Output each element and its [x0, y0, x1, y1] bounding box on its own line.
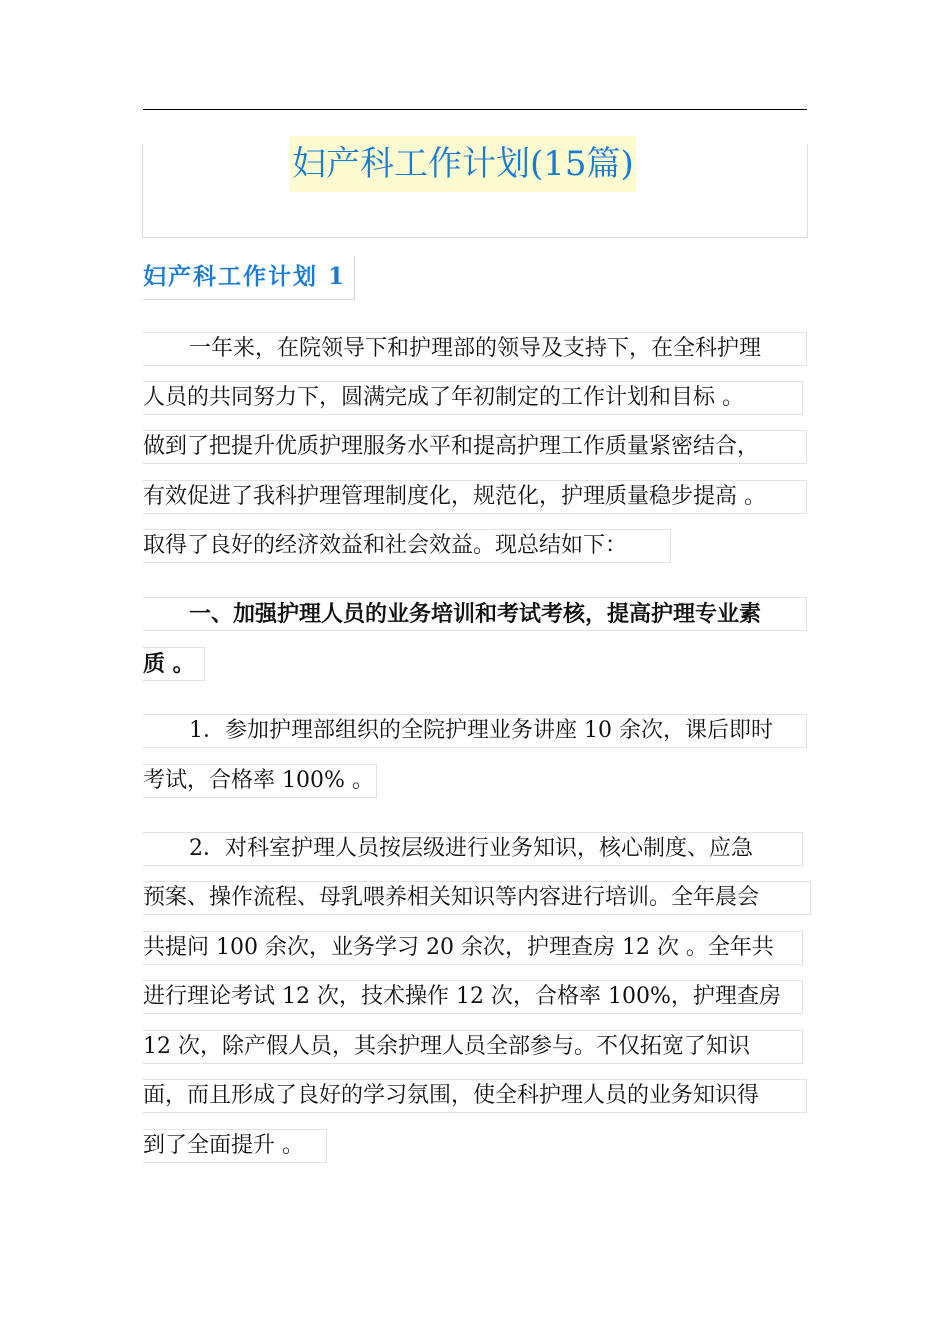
paragraph-line: 取得了良好的经济效益和社会效益。现总结如下：: [143, 529, 671, 563]
subsection-heading-line: 一、加强护理人员的业务培训和考试考核，提高护理专业素: [143, 597, 807, 631]
paragraph-line: 2．对科室护理人员按层级进行业务知识，核心制度、应急: [143, 832, 803, 866]
paragraph-line: 做到了把提升优质护理服务水平和提高护理工作质量紧密结合，: [143, 430, 807, 464]
paragraph-line: 进行理论考试 12 次，技术操作 12 次，合格率 100%，护理查房: [143, 980, 803, 1014]
paragraph-line: 有效促进了我科护理管理制度化，规范化，护理质量稳步提高 。: [143, 480, 807, 514]
paragraph-line: 到了全面提升 。: [143, 1129, 327, 1163]
section-heading: 妇产科工作计划 1: [143, 256, 355, 300]
paragraph-line: 面，而且形成了良好的学习氛围，使全科护理人员的业务知识得: [143, 1079, 807, 1113]
paragraph-line: 共提问 100 余次，业务学习 20 余次，护理查房 12 次 。全年共: [143, 931, 803, 965]
paragraph-line: 一年来，在院领导下和护理部的领导及支持下，在全科护理: [143, 332, 807, 366]
paragraph-line: 考试，合格率 100% 。: [143, 764, 377, 798]
paragraph-line: 预案、操作流程、母乳喂养相关知识等内容进行培训。全年晨会: [143, 881, 811, 915]
document-title: 妇产科工作计划(15篇): [290, 136, 636, 192]
top-rule: [143, 109, 807, 110]
subsection-heading-line: 质 。: [143, 647, 205, 681]
paragraph-line: 人员的共同努力下，圆满完成了年初制定的工作计划和目标 。: [143, 381, 803, 415]
paragraph-line: 12 次，除产假人员，其余护理人员全部参与。不仅拓宽了知识: [143, 1030, 803, 1064]
paragraph-line: 1．参加护理部组织的全院护理业务讲座 10 余次，课后即时: [143, 714, 807, 748]
